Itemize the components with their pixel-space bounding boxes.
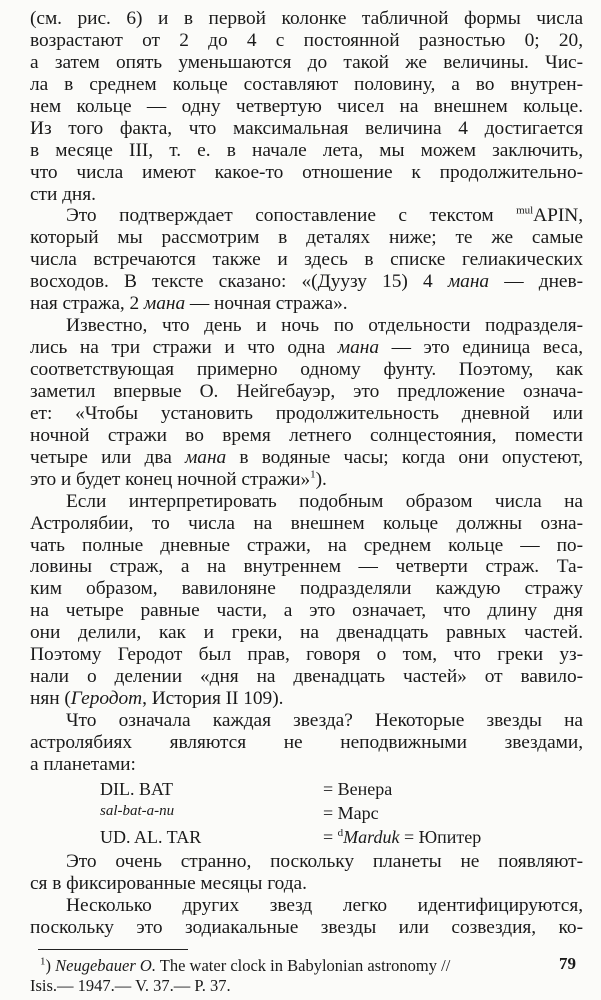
footnote-line-1 [30,956,583,976]
body-text-line: соответствующая примерно одному фунту. Поэтому, как [30,359,583,380]
body-text-line: восходов. В тексте сказано: «(Дуузу 15) 4 мана — днев- [30,271,583,293]
body-text-line: а затем опять уменьшаются до такой же величины. Чис- [30,51,583,73]
footnote-text: The water clock in Babylonian astronomy // [155,955,451,975]
body-text-line: ловины страж, а на внутреннем — четверти страж. Та- [30,556,583,578]
cuneiform-name: UD. AL. TAR [100,826,202,847]
body-text-line: нем кольце — одну четвертую чисел на внешнем кольце. [30,95,583,117]
body-text-line: числа встречаются также и здесь в списке гелиакических [30,249,583,271]
footnote-author: Neugebauer O. [55,955,156,975]
body-text-line: они делили, как и греки, на двенадцать равных частей. [30,622,583,644]
body-text-line: лись на три стражи и что одна мана — это единица веса, [30,337,583,359]
body-text-line: который мы рассмотрим в деталях ниже; те же самые [30,227,583,249]
body-text-line: что числа имеют какое-то отношение к продолжительно- [30,161,583,183]
body-text-line: Известно, что день и ночь по отдельности подразделя- [66,315,583,337]
cuneiform-name: sal-bat-a-nu [100,802,175,819]
main-text [30,8,583,776]
footnote-marker: $^1$) [40,955,56,975]
body-text-line: Если интерпретировать подобным образом числа на [66,490,583,512]
after-text-line: Несколько других звезд легко идентифицируются, [66,894,583,916]
body-text-line: в месяце III, т. е. в начале лета, мы можем заключить, [30,139,583,161]
page-number: 79 [559,954,576,973]
after-text-line: поскольку это зодиакальные звезды или созвездия, ко- [30,916,583,938]
book-page [30,8,583,996]
body-text-line: сти дня. [30,183,96,205]
body-text-line: четыре или два мана в водяные часы; когда они опустеют, [30,446,583,468]
body-text-line: (см. рис. 6) и в первой колонке табличной формы числа [30,8,583,29]
body-text-line: ет: «Чтобы установить продолжительность дневной или [30,402,583,424]
body-text-line: ким образом, вавилоняне подразделяли каждую стражу [30,578,583,600]
body-text-line: а планетами: [30,753,136,775]
planet-name: = $^d$Marduk = Юпитер [323,826,482,847]
after-text-line: ся в фиксированные месяцы года. [30,872,307,894]
planet-row [30,779,583,801]
planet-row [30,827,583,849]
planet-name-list [30,779,583,851]
body-text-line: это и будет конец ночной стражи»$^1$). [30,468,327,490]
cuneiform-name: DIL. BAT [100,778,173,799]
footnote-line-2: Isis.— 1947.— V. 37.— P. 37. [30,975,231,995]
footnote-rule [38,949,188,950]
body-text-line: нали о делении «дня на двенадцать частей» от вавило- [30,666,583,688]
body-text-line: нян (Геродот, История II 109). [30,688,284,710]
body-text-line: на четыре равные части, а это означает, что длину дня [30,600,583,622]
footnote [30,956,583,996]
body-text-line: чать полные дневные стражи, на среднем кольце — по- [30,534,583,556]
main-text-continued [30,851,583,939]
body-text-line: астролябиях являются не неподвижными звездами, [30,731,583,753]
body-text-line: Это подтверждает сопоставление с текстом $^{mul}$APIN, [66,204,583,227]
planet-name: = Марс [323,802,379,823]
body-text-line: Из того факта, что максимальная величина 4 достигается [30,117,583,139]
body-text-line: ная стража, 2 мана — ночная стража». [30,293,348,315]
body-text-line: возрастают от 2 до 4 с постоянной разностью 0; 20, [30,29,583,51]
planet-row [30,803,583,825]
body-text-line: Поэтому Геродот был прав, говоря о том, что греки уз- [30,644,583,666]
body-text-line: Астролябии, то числа на внешнем кольце должны озна- [30,512,583,534]
body-text-line: заметил впервые О. Нейгебауэр, это предложение означа- [30,380,583,402]
body-text-line: ла в среднем кольце составляют половину, а во внутрен- [30,73,583,95]
body-text-line: ночной стражи во время летнего солнцестояния, помести [30,424,583,446]
body-text-line: Что означала каждая звезда? Некоторые звезды на [66,710,583,731]
after-text-line: Это очень странно, поскольку планеты не появляют- [66,850,583,872]
planet-name: = Венера [323,778,393,799]
